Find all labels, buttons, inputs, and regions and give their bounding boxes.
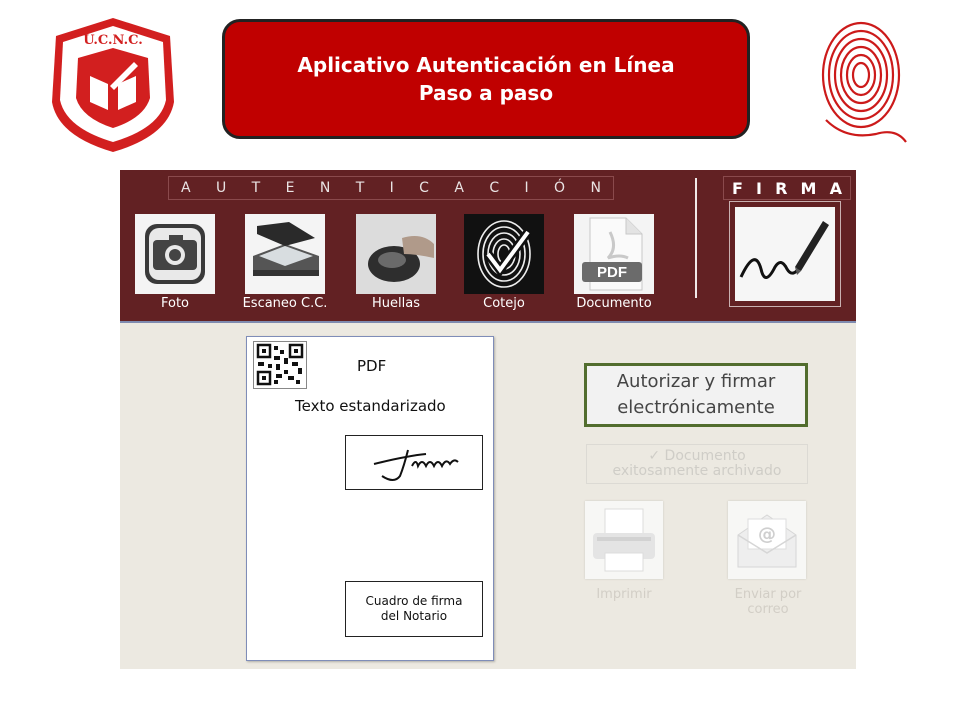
authorize-line-2: electrónicamente bbox=[617, 397, 775, 418]
foto-label: Foto bbox=[160, 296, 190, 311]
pdf-icon-text: PDF bbox=[597, 264, 627, 281]
archived-line-2: exitosamente archivado bbox=[612, 463, 782, 479]
print-button[interactable] bbox=[585, 501, 663, 579]
fingerprint-reader-icon bbox=[356, 214, 436, 294]
pdf-document-icon bbox=[574, 214, 654, 294]
notary-box-line-1: Cuadro de firma bbox=[365, 594, 463, 608]
signature-icon bbox=[346, 436, 482, 489]
ucnc-logo bbox=[48, 14, 178, 156]
cotejo-button[interactable] bbox=[464, 214, 544, 294]
foto-button[interactable] bbox=[135, 214, 215, 294]
toolbar-divider bbox=[695, 178, 697, 298]
title-banner bbox=[222, 19, 750, 139]
huellas-label: Huellas bbox=[372, 296, 420, 311]
email-label bbox=[718, 587, 818, 617]
authorize-sign-button[interactable] bbox=[584, 363, 808, 427]
firma-label: F I R M A bbox=[723, 176, 851, 200]
toolbar bbox=[120, 170, 856, 323]
notary-signature-box bbox=[345, 581, 483, 637]
firma-button[interactable] bbox=[729, 201, 841, 307]
email-label-line-2: correo bbox=[747, 602, 789, 617]
escaneo-button[interactable] bbox=[245, 214, 325, 294]
archived-line-1: ✓ Documento bbox=[648, 448, 746, 464]
title-line-2: Paso a paso bbox=[418, 81, 554, 105]
email-label-line-1: Enviar por bbox=[734, 587, 802, 602]
signature-box bbox=[345, 435, 483, 490]
fingerprint-icon bbox=[806, 10, 916, 150]
escaneo-label: Escaneo C.C. bbox=[242, 296, 328, 311]
print-label: Imprimir bbox=[596, 587, 652, 602]
email-button[interactable] bbox=[728, 501, 806, 579]
pen-signature-icon bbox=[735, 207, 835, 301]
autenticacion-label: A U T E N T I C A C I Ó N bbox=[168, 176, 614, 200]
notary-box-line-2: del Notario bbox=[380, 609, 448, 623]
logo-text: U.C.N.C. bbox=[83, 33, 143, 48]
authorize-line-1: Autorizar y firmar bbox=[616, 371, 776, 392]
document-preview bbox=[246, 336, 494, 661]
fingerprint-check-icon bbox=[464, 214, 544, 294]
app-panel bbox=[120, 170, 856, 669]
camera-icon bbox=[135, 214, 215, 294]
email-icon bbox=[728, 501, 806, 579]
pdf-label: PDF bbox=[357, 357, 387, 375]
huellas-button[interactable] bbox=[356, 214, 436, 294]
cotejo-label: Cotejo bbox=[483, 296, 525, 311]
svg-text:@: @ bbox=[758, 524, 776, 545]
documento-button[interactable] bbox=[574, 214, 654, 294]
printer-icon bbox=[585, 501, 663, 579]
title-line-1: Aplicativo Autenticación en Línea bbox=[297, 53, 675, 77]
qr-code-icon bbox=[253, 341, 307, 389]
documento-label: Documento bbox=[576, 296, 652, 311]
archived-status bbox=[586, 444, 808, 484]
scanner-icon bbox=[245, 214, 325, 294]
standard-text: Texto estandarizado bbox=[295, 397, 446, 415]
